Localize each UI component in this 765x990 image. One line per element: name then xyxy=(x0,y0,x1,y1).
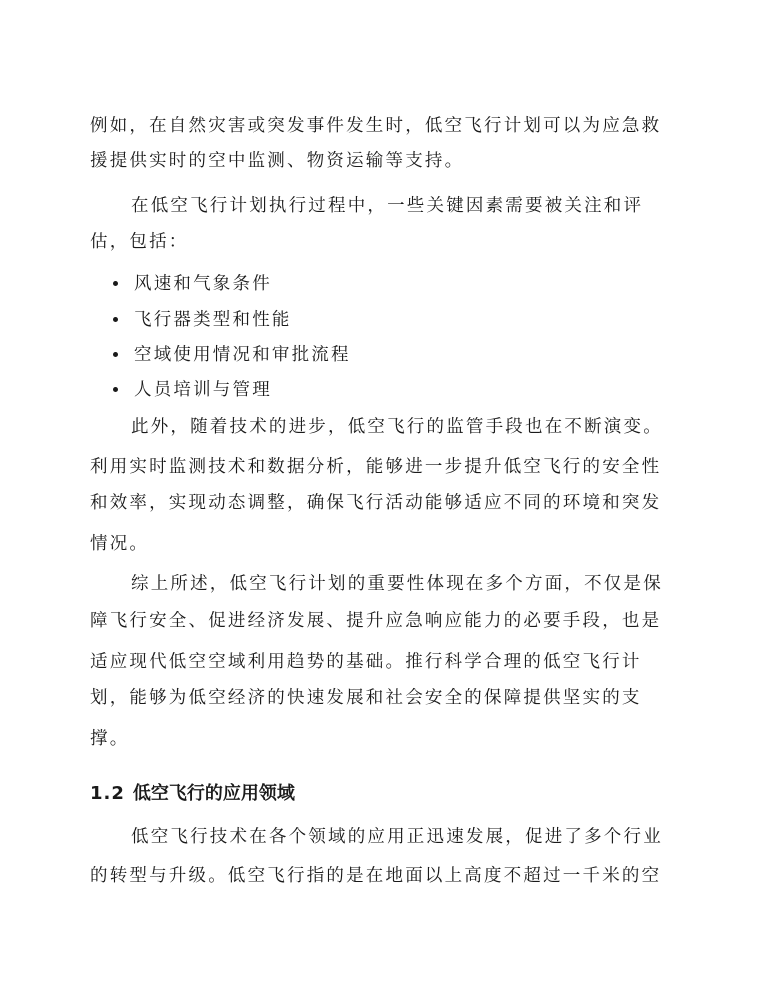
paragraph-4-line-4: 划，能够为低空经济的快速发展和社会安全的保障提供坚实的支 xyxy=(90,688,642,708)
paragraph-4-line-5: 撑。 xyxy=(90,729,130,749)
bullet-dot-icon xyxy=(113,352,118,357)
paragraph-4-line-1: 综上所述，低空飞行计划的重要性体现在多个方面，不仅是保 xyxy=(131,574,663,594)
bullet-list-item xyxy=(113,343,351,367)
bullet-text: 风速和气象条件 xyxy=(134,274,272,294)
section-heading xyxy=(90,781,295,807)
paragraph-4-line-3: 适应现代低空空域利用趋势的基础。推行科学合理的低空飞行计 xyxy=(90,652,642,672)
section-number: 1.2 xyxy=(90,783,125,804)
paragraph-5-line-1: 低空飞行技术在各个领域的应用正迅速发展，促进了多个行业 xyxy=(131,827,663,847)
paragraph-1-line-1: 例如，在自然灾害或突发事件发生时，低空飞行计划可以为应急救 xyxy=(90,116,662,136)
paragraph-2-line-2: 估，包括： xyxy=(90,232,189,252)
bullet-text: 空域使用情况和审批流程 xyxy=(134,345,351,365)
paragraph-5-line-2: 的转型与升级。低空飞行指的是在地面以上高度不超过一千米的空 xyxy=(90,866,662,886)
paragraph-3-line-3: 和效率，实现动态调整，确保飞行活动能够适应不同的环境和突发 xyxy=(90,493,662,513)
bullet-text: 飞行器类型和性能 xyxy=(134,310,292,330)
bullet-dot-icon xyxy=(113,281,118,286)
paragraph-3-line-1: 此外，随着技术的进步，低空飞行的监管手段也在不断演变。 xyxy=(131,417,663,437)
bullet-dot-icon xyxy=(113,387,118,392)
section-title: 低空飞行的应用领域 xyxy=(132,783,295,804)
paragraph-2-line-1: 在低空飞行计划执行过程中，一些关键因素需要被关注和评 xyxy=(131,196,644,216)
bullet-list-item xyxy=(113,272,272,296)
bullet-text: 人员培训与管理 xyxy=(134,380,272,400)
paragraph-3-line-2: 利用实时监测技术和数据分析，能够进一步提升低空飞行的安全性 xyxy=(90,457,662,477)
paragraph-3-line-4: 情况。 xyxy=(90,534,150,554)
bullet-dot-icon xyxy=(113,317,118,322)
bullet-list-item xyxy=(113,378,272,402)
paragraph-1-line-2: 援提供实时的空中监测、物资运输等支持。 xyxy=(90,151,465,171)
bullet-list-item xyxy=(113,308,292,332)
paragraph-4-line-2: 障飞行安全、促进经济发展、提升应急响应能力的必要手段，也是 xyxy=(90,611,662,631)
